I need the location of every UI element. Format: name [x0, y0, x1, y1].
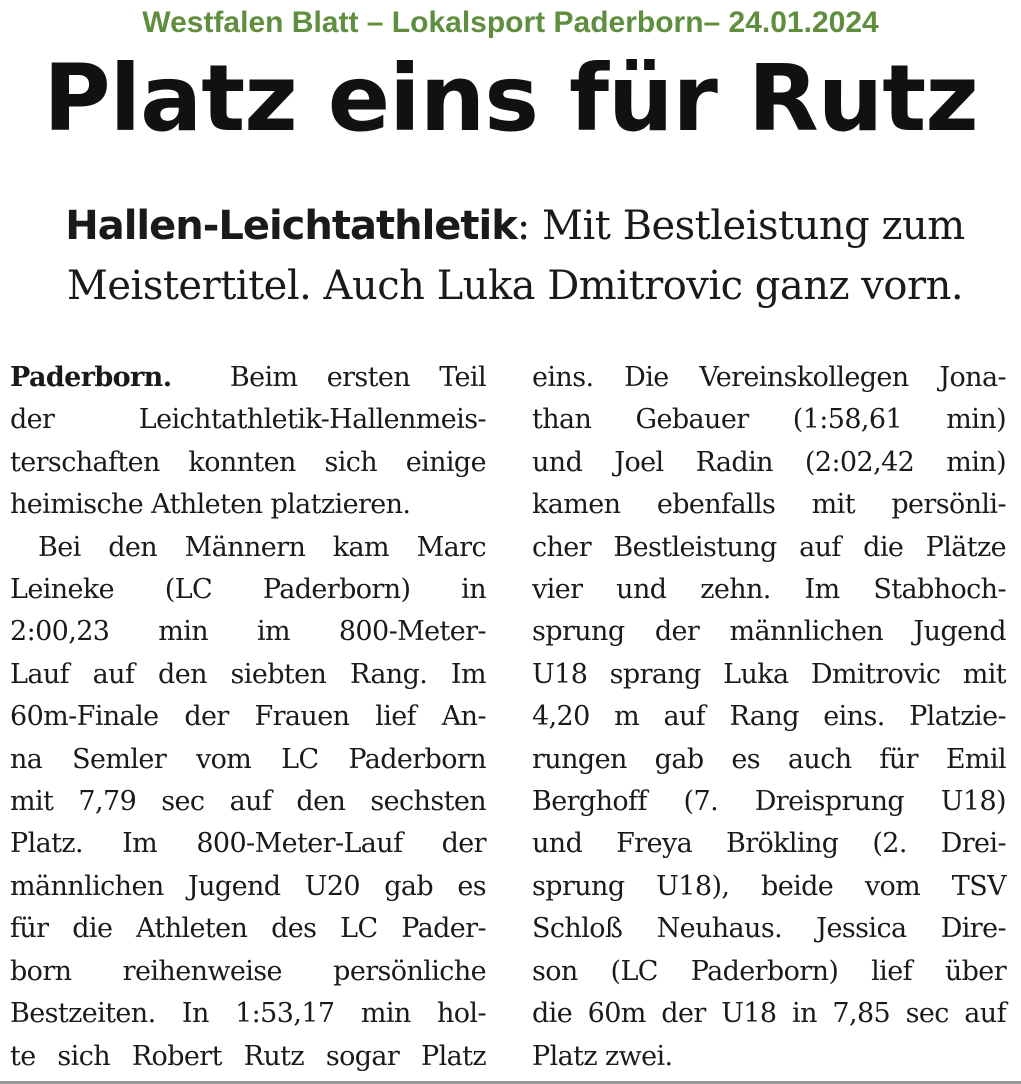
article-line: sprung U18), beide vom TSV — [532, 870, 1006, 902]
subheadline-kicker: Hallen-Leichtathletik — [65, 203, 517, 249]
article-line: Bei den Männern kam Marc — [38, 531, 486, 563]
article-line: heimische Athleten platzieren. — [10, 489, 411, 521]
headline: Platz eins für Rutz — [43, 45, 978, 152]
article-line: vier und zehn. Im Stabhoch- — [532, 574, 1006, 606]
article-line: son (LC Paderborn) lief über — [532, 955, 1006, 987]
article-line — [10, 357, 486, 399]
article-line: te sich Robert Rutz sogar Platz — [10, 1040, 486, 1072]
article-line: kamen ebenfalls mit persönli- — [532, 489, 1006, 521]
subheadline-line-1 — [30, 196, 1000, 256]
article-line: Berghoff (7. Dreisprung U18) — [532, 786, 1006, 818]
article-line: U18 sprang Luka Dmitrovic mit — [532, 658, 1006, 690]
article-line: than Gebauer (1:58,61 min) — [532, 404, 1006, 436]
dateline: Paderborn. — [10, 362, 172, 393]
article-line: Bestzeiten. In 1:53,17 min hol- — [10, 998, 486, 1030]
article-line: für die Athleten des LC Pader- — [10, 913, 486, 945]
article-column-right — [532, 357, 1006, 1078]
article-line: terschaften konnten sich einige — [10, 446, 486, 478]
article-line: die 60m der U18 in 7,85 sec auf — [532, 998, 1006, 1030]
article-line: rungen gab es auch für Emil — [532, 743, 1006, 775]
article-line: 4,20 m auf Rang eins. Platzie- — [532, 701, 1006, 733]
article-line: 2:00,23 min im 800-Meter- — [10, 616, 486, 648]
article-line: Platz zwei. — [532, 1040, 673, 1072]
subheadline-line-2: Meistertitel. Auch Luka Dmitrovic ganz vorn. — [66, 263, 964, 309]
article-line: Schloß Neuhaus. Jessica Dire- — [532, 913, 1006, 945]
subheadline — [30, 196, 1000, 316]
article-line: mit 7,79 sec auf den sechsten — [10, 786, 486, 818]
article-line: Leineke (LC Paderborn) in — [10, 574, 486, 606]
article-line: der Leichtathletik-Hallenmeis- — [10, 404, 486, 436]
source-line: Westfalen Blatt – Lokalsport Paderborn– 24.01.2024 — [142, 6, 879, 39]
article-line: männlichen Jugend U20 gab es — [10, 870, 486, 902]
article-line: cher Bestleistung auf die Plätze — [532, 531, 1006, 563]
article-line: und Freya Brökling (2. Drei- — [532, 828, 1006, 860]
article-line: Lauf auf den siebten Rang. Im — [10, 658, 486, 690]
article-line: sprung der männlichen Jugend — [532, 616, 1006, 648]
article-column-left — [10, 357, 486, 1078]
subheadline-line-1-rest: : Mit Bestleistung zum — [516, 203, 965, 249]
article-line: 60m-Finale der Frauen lief An- — [10, 701, 486, 733]
article-line: und Joel Radin (2:02,42 min) — [532, 446, 1006, 478]
article-line: born reihenweise persönliche — [10, 955, 486, 987]
article-line-text: Beim ersten Teil — [229, 362, 486, 393]
article-line: Platz. Im 800-Meter-Lauf der — [10, 828, 486, 860]
article-line: eins. Die Vereinskollegen Jona- — [532, 362, 1006, 393]
article-line: na Semler vom LC Paderborn — [10, 743, 486, 775]
